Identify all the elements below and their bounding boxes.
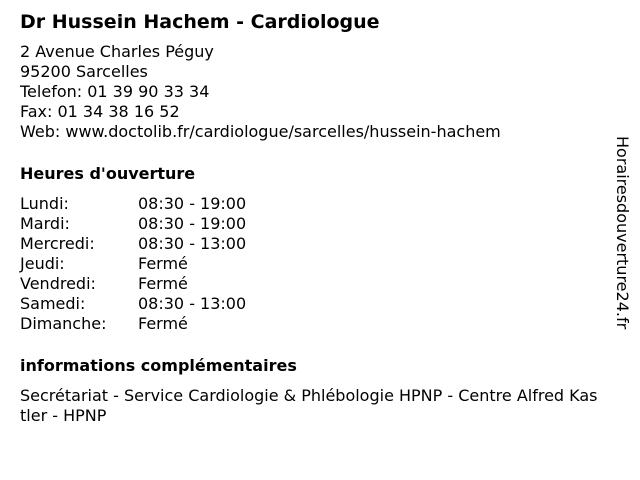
phone-number: Telefon: 01 39 90 33 34 — [20, 82, 210, 101]
hours-value: 08:30 - 13:00 — [138, 294, 247, 313]
day-label: Jeudi: — [20, 254, 65, 273]
opening-hours-heading: Heures d'ouverture — [20, 164, 196, 183]
address-line-2: 95200 Sarcelles — [20, 62, 148, 81]
page-title: Dr Hussein Hachem - Cardiologue — [20, 11, 380, 33]
hours-row-sunday — [20, 314, 600, 334]
hours-row-friday — [20, 274, 600, 294]
hours-row-tuesday — [20, 214, 600, 234]
hours-value: Fermé — [138, 254, 188, 273]
practice-card — [20, 10, 600, 426]
hours-row-wednesday — [20, 234, 600, 254]
day-label: Samedi: — [20, 294, 86, 313]
day-label: Mardi: — [20, 214, 70, 233]
hours-row-thursday — [20, 254, 600, 274]
website-line: Web: www.doctolib.fr/cardiologue/sarcelles/hussein-hachem — [20, 122, 501, 141]
hours-value: 08:30 - 19:00 — [138, 194, 247, 213]
hours-row-saturday — [20, 294, 600, 314]
day-label: Dimanche: — [20, 314, 107, 333]
hours-value: Fermé — [138, 274, 188, 293]
opening-hours-table — [20, 194, 600, 334]
site-watermark: Horairesdouverture24.fr — [613, 136, 632, 330]
day-label: Mercredi: — [20, 234, 95, 253]
hours-value: Fermé — [138, 314, 188, 333]
day-label: Vendredi: — [20, 274, 96, 293]
hours-value: 08:30 - 13:00 — [138, 234, 247, 253]
fax-number: Fax: 01 34 38 16 52 — [20, 102, 180, 121]
additional-info-heading: informations complémentaires — [20, 356, 297, 375]
additional-info-text: Secrétariat - Service Cardiologie & Phlébologie HPNP - Centre Alfred Kastler - HPNP — [20, 386, 598, 425]
hours-row-monday — [20, 194, 600, 214]
day-label: Lundi: — [20, 194, 69, 213]
hours-value: 08:30 - 19:00 — [138, 214, 247, 233]
address-line-1: 2 Avenue Charles Péguy — [20, 42, 214, 61]
